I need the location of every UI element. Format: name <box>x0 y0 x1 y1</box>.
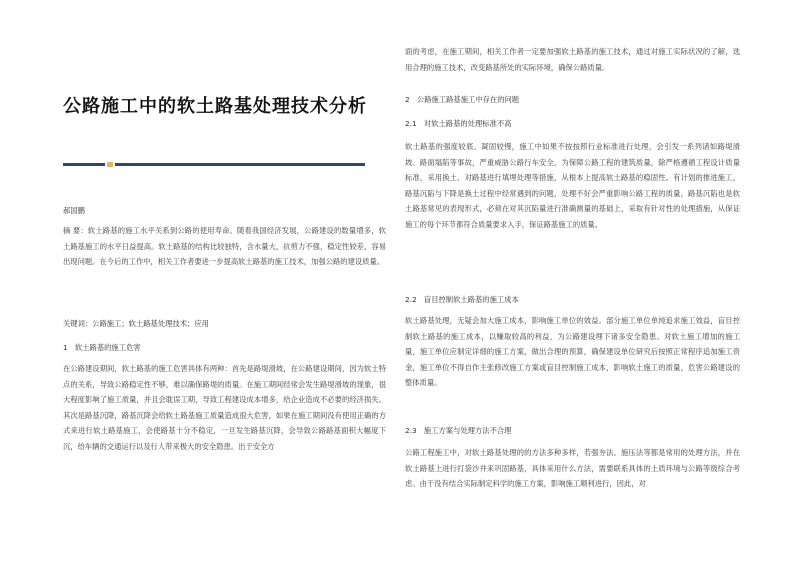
section-heading-2-1: 2.1 对软土路基的处理标准不高 <box>405 119 512 128</box>
section-paragraph-2-2: 软土路基处理，无疑会加大施工成本，影响施工单位的效益。部分施工单位单纯追求施工效益，盲目控制软土路基的施工成本，以赚取较高的利益，为公路建设埋下诸多安全隐患。对软土施工增加的施工量，施工单位应制定详细的施工方案，做出合理的预算，确保建设单位研究后按照正常程序追加施工资金，施工单位不得自作主张修改施工方案或盲目控制施工成本，影响软土施工的质量，危害公路建设的整体质量。 <box>405 316 740 388</box>
divider-accent <box>107 162 113 167</box>
title-divider <box>63 161 365 167</box>
author: 郝国鹏 <box>63 206 85 215</box>
keywords: 关键词：公路施工；软土路基处理技术；应用 <box>63 319 209 328</box>
divider-right-segment <box>115 163 365 166</box>
section-paragraph-2-1: 软土路基的强度较底、凝固较慢，施工中如果不按按照行业标准进行处理，会引发一系列诸如路堤滑坡、路面塌陷等事故，严重威胁公路行车安全，为保障公路工程的建筑质量，除严格遵循工程设计质量标准，采用换土、对路基进行填埋处理等措施，从根本上提高软土路基的稳固性。有计划的推进施工，路基沉陷与下降是换土过程中经常遇到的问题，处理不好会严重影响公路工程的质量，路基沉陷也是软土路基常见的表现形式，必须在对其沉陷量进行准确测量的基础上，采取有针对性的处理措施，从保证施工的每个环节都符合质量要求入手，保证路基施工的质量。 <box>405 142 740 229</box>
section-paragraph-2-3: 公路工程施工中，对软土路基处理的的方法多种多样，若强夯法、施压法等都是常用的处理方法，并在软土路基上进行打袋沙井来巩固路基，具体采用什么方法，需要联系具体的土质环境与公路等级综合考虑。由于没有结合实际制定科学的施工方案，影响施工顺利进行，因此，对 <box>405 448 740 489</box>
abstract <box>63 223 386 270</box>
divider-left-segment <box>63 163 105 166</box>
section-heading-1: 1 软土路基的施工危害 <box>63 343 141 352</box>
abstract-label: 摘 要： <box>63 226 88 235</box>
section-paragraph-1: 在公路建设期间，软土路基的施工危害具体有两种：首先是路堤滑坡，在公路建设期间，因为软土特点的关系，导致公路稳定性不够，难以确保路堤的质量。在施工期间经常会发生路堤滑坡的现象，很大程度影响了施工质量，并且会耽误工期，导致工程建设成本增多，给企业造成不必要的经济损失。其次是路基沉降，路基沉降会给软土路基施工质量造成很大危害，如果在施工期间没有使用正确的方式来进行软土路基施工，会使路基十分不稳定，一旦发生路基沉降，会导致公路路基面积大幅度下沉，给车辆的交通运行以及行人带来极大的安全隐患。出于安全方 <box>63 364 386 451</box>
page-title: 公路施工中的软土路基处理技术分析 <box>63 96 367 117</box>
section-heading-2: 2 公路施工路基施工中存在的问题 <box>405 95 520 104</box>
section-heading-2-2: 2.2 盲目控制软土路基的施工成本 <box>405 295 519 304</box>
right-intro: 面的考虑，在施工期间，相关工作者一定要加强软土路基的施工技术，通过对施工实际状况的了解，选用合理的施工技术，改变路基所处的实际环境，确保公路质量。 <box>405 47 740 72</box>
abstract-text: 软土路基的施工水平关系到公路的使用寿命。随着我国经济发展，公路建设的数量增多，软土路基施工的水平日益提高。软土路基的结构比较独特，含水量大，抗剪力不强，稳定性较差，容易出现问题。在今后的工作中，相关工作者要进一步提高软土路基的施工技术，加强公路的建设质量。 <box>63 226 386 267</box>
section-heading-2-3: 2.3 施工方案与处理方法不合理 <box>405 426 512 435</box>
